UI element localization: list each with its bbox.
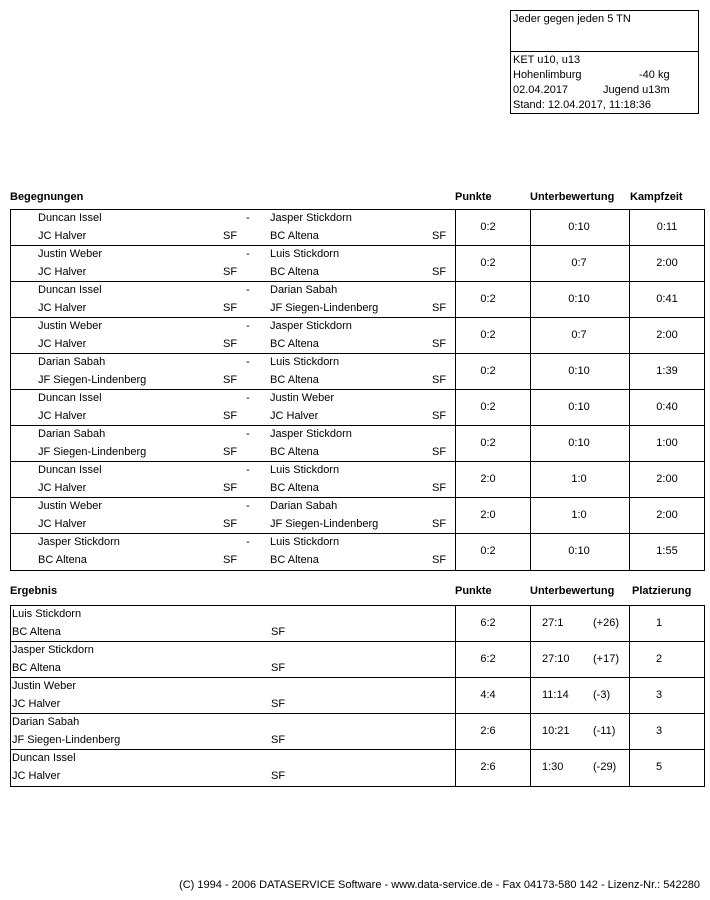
- result-points: 6:2: [480, 653, 496, 665]
- column-divider: [629, 750, 630, 786]
- versus-dash: -: [246, 428, 250, 440]
- column-divider: [530, 318, 531, 353]
- versus-dash: -: [246, 464, 250, 476]
- fighter-b-name: Justin Weber: [270, 392, 334, 404]
- versus-dash: -: [246, 284, 250, 296]
- fighter-b-club: BC Altena: [270, 338, 319, 350]
- column-divider: [629, 462, 630, 497]
- column-divider: [530, 462, 531, 497]
- result-club: BC Altena: [12, 662, 61, 674]
- column-divider: [455, 318, 456, 353]
- matches-time-header: Kampfzeit: [630, 191, 683, 203]
- result-score: 27:1: [542, 617, 564, 629]
- fighter-a-name: Duncan Issel: [38, 212, 102, 224]
- column-divider: [455, 534, 456, 570]
- result-place: 3: [655, 725, 663, 737]
- fighter-b-tag: SF: [432, 266, 447, 278]
- fighter-b-name: Luis Stickdorn: [270, 356, 340, 368]
- result-place: 2: [655, 653, 663, 665]
- fighter-a-club: JC Halver: [38, 518, 87, 530]
- match-sub-score: 1:0: [571, 473, 587, 485]
- result-name: Luis Stickdorn: [12, 608, 82, 620]
- match-time: 0:11: [656, 221, 678, 233]
- fighter-b-tag: SF: [432, 410, 447, 422]
- column-divider: [629, 642, 630, 677]
- result-club: JC Halver: [12, 698, 61, 710]
- match-row: [11, 354, 704, 390]
- column-divider: [530, 210, 531, 245]
- info-title: Jeder gegen jeden 5 TN: [513, 13, 631, 25]
- result-tag: SF: [271, 626, 286, 638]
- fighter-a-club: JC Halver: [38, 482, 87, 494]
- matches-sub-header: Unterbewertung: [530, 191, 615, 203]
- info-date: 02.04.2017: [513, 84, 569, 96]
- column-divider: [455, 462, 456, 497]
- results-table: [10, 605, 705, 787]
- result-points: 4:4: [480, 689, 496, 701]
- column-divider: [629, 246, 630, 281]
- column-divider: [455, 354, 456, 389]
- match-row: [11, 462, 704, 498]
- match-row: [11, 246, 704, 282]
- fighter-a-name: Jasper Stickdorn: [38, 536, 120, 548]
- fighter-a-name: Darian Sabah: [38, 356, 106, 368]
- match-time: 2:00: [656, 329, 678, 341]
- result-diff: (-11): [593, 725, 616, 737]
- match-row: [11, 498, 704, 534]
- column-divider: [629, 534, 630, 570]
- result-row: [11, 606, 704, 642]
- column-divider: [629, 210, 630, 245]
- fighter-b-club: JF Siegen-Lindenberg: [270, 518, 379, 530]
- column-divider: [530, 390, 531, 425]
- fighter-b-name: Darian Sabah: [270, 284, 338, 296]
- fighter-b-tag: SF: [432, 302, 447, 314]
- match-row: [11, 210, 704, 246]
- result-score: 11:14: [542, 689, 569, 701]
- fighter-b-club: BC Altena: [270, 266, 319, 278]
- column-divider: [629, 282, 630, 317]
- result-name: Justin Weber: [12, 680, 76, 692]
- versus-dash: -: [246, 248, 250, 260]
- column-divider: [530, 534, 531, 570]
- result-club: BC Altena: [12, 626, 61, 638]
- column-divider: [530, 498, 531, 533]
- result-name: Darian Sabah: [12, 716, 80, 728]
- result-tag: SF: [271, 770, 286, 782]
- fighter-a-tag: SF: [223, 374, 238, 386]
- versus-dash: -: [246, 392, 250, 404]
- fighter-a-tag: SF: [223, 554, 238, 566]
- versus-dash: -: [246, 500, 250, 512]
- result-club: JC Halver: [12, 770, 61, 782]
- match-points: 0:2: [480, 329, 496, 341]
- match-row: [11, 282, 704, 318]
- fighter-a-club: JF Siegen-Lindenberg: [38, 374, 147, 386]
- versus-dash: -: [246, 536, 250, 548]
- column-divider: [455, 282, 456, 317]
- info-box: [510, 10, 699, 114]
- fighter-a-tag: SF: [223, 338, 238, 350]
- match-sub-score: 0:10: [568, 437, 590, 449]
- result-diff: (+17): [593, 653, 619, 665]
- matches-title: Begegnungen: [10, 191, 84, 203]
- footer-copyright: (C) 1994 - 2006 DATASERVICE Software - www.data-service.de - Fax 04173-580 142 - Lizenz-Nr.: 542280: [179, 879, 700, 891]
- result-points: 2:6: [480, 761, 496, 773]
- match-points: 0:2: [480, 401, 496, 413]
- fighter-a-club: JC Halver: [38, 266, 87, 278]
- fighter-a-name: Justin Weber: [38, 500, 102, 512]
- match-time: 1:39: [656, 365, 678, 377]
- match-sub-score: 0:7: [571, 257, 587, 269]
- result-diff: (+26): [593, 617, 619, 629]
- result-diff: (-29): [593, 761, 617, 773]
- results-sub-header: Unterbewertung: [530, 585, 615, 597]
- column-divider: [530, 642, 531, 677]
- column-divider: [629, 714, 630, 749]
- match-points: 0:2: [480, 545, 496, 557]
- fighter-a-tag: SF: [223, 302, 238, 314]
- column-divider: [530, 246, 531, 281]
- match-points: 0:2: [480, 293, 496, 305]
- fighter-b-name: Darian Sabah: [270, 500, 338, 512]
- match-time: 2:00: [656, 509, 678, 521]
- fighter-a-name: Darian Sabah: [38, 428, 106, 440]
- match-time: 0:41: [656, 293, 678, 305]
- versus-dash: -: [246, 212, 250, 224]
- match-points: 0:2: [480, 437, 496, 449]
- fighter-a-name: Justin Weber: [38, 320, 102, 332]
- match-points: 2:0: [480, 509, 496, 521]
- results-title: Ergebnis: [10, 585, 58, 597]
- result-row: [11, 750, 704, 786]
- column-divider: [455, 246, 456, 281]
- match-time: 0:40: [656, 401, 678, 413]
- result-points: 2:6: [480, 725, 496, 737]
- fighter-a-name: Duncan Issel: [38, 464, 102, 476]
- column-divider: [629, 318, 630, 353]
- fighter-a-name: Justin Weber: [38, 248, 102, 260]
- match-row: [11, 318, 704, 354]
- result-name: Jasper Stickdorn: [12, 644, 94, 656]
- result-tag: SF: [271, 662, 286, 674]
- results-header: [0, 585, 710, 601]
- result-place: 1: [655, 617, 663, 629]
- result-row: [11, 678, 704, 714]
- match-row: [11, 534, 704, 570]
- fighter-b-tag: SF: [432, 374, 447, 386]
- column-divider: [455, 210, 456, 245]
- fighter-b-name: Jasper Stickdorn: [270, 428, 352, 440]
- fighter-b-tag: SF: [432, 230, 447, 242]
- fighter-a-name: Duncan Issel: [38, 284, 102, 296]
- column-divider: [629, 606, 630, 641]
- column-divider: [455, 642, 456, 677]
- result-points: 6:2: [480, 617, 496, 629]
- fighter-b-name: Jasper Stickdorn: [270, 320, 352, 332]
- column-divider: [629, 498, 630, 533]
- fighter-b-tag: SF: [432, 338, 447, 350]
- column-divider: [530, 678, 531, 713]
- fighter-b-name: Luis Stickdorn: [270, 248, 340, 260]
- column-divider: [455, 678, 456, 713]
- fighter-a-club: JC Halver: [38, 302, 87, 314]
- fighter-b-tag: SF: [432, 446, 447, 458]
- match-time: 1:00: [656, 437, 678, 449]
- match-row: [11, 426, 704, 462]
- column-divider: [455, 426, 456, 461]
- info-status: Stand: 12.04.2017, 11:18:36: [513, 99, 652, 111]
- match-points: 0:2: [480, 257, 496, 269]
- fighter-b-name: Luis Stickdorn: [270, 464, 340, 476]
- column-divider: [629, 354, 630, 389]
- fighter-a-tag: SF: [223, 266, 238, 278]
- fighter-a-name: Duncan Issel: [38, 392, 102, 404]
- result-row: [11, 642, 704, 678]
- match-points: 0:2: [480, 221, 496, 233]
- fighter-a-tag: SF: [223, 446, 238, 458]
- fighter-a-tag: SF: [223, 230, 238, 242]
- result-place: 3: [655, 689, 663, 701]
- result-diff: (-3): [593, 689, 611, 701]
- match-sub-score: 0:10: [568, 545, 590, 557]
- column-divider: [455, 714, 456, 749]
- column-divider: [455, 750, 456, 786]
- fighter-a-tag: SF: [223, 518, 238, 530]
- result-name: Duncan Issel: [12, 752, 76, 764]
- column-divider: [530, 354, 531, 389]
- match-sub-score: 0:10: [568, 365, 590, 377]
- column-divider: [530, 282, 531, 317]
- fighter-a-club: BC Altena: [38, 554, 87, 566]
- match-row: [11, 390, 704, 426]
- match-sub-score: 0:7: [571, 329, 587, 341]
- fighter-a-club: JC Halver: [38, 230, 87, 242]
- fighter-b-name: Luis Stickdorn: [270, 536, 340, 548]
- fighter-b-tag: SF: [432, 554, 447, 566]
- versus-dash: -: [246, 320, 250, 332]
- result-score: 1:30: [542, 761, 564, 773]
- column-divider: [455, 606, 456, 641]
- info-divider: [511, 51, 698, 52]
- result-place: 5: [655, 761, 663, 773]
- fighter-a-tag: SF: [223, 410, 238, 422]
- fighter-b-club: JF Siegen-Lindenberg: [270, 302, 379, 314]
- info-category: Jugend u13m: [603, 84, 670, 96]
- matches-header: [0, 191, 710, 207]
- result-row: [11, 714, 704, 750]
- fighter-b-club: BC Altena: [270, 374, 319, 386]
- results-place-header: Platzierung: [632, 585, 692, 597]
- match-sub-score: 0:10: [568, 221, 590, 233]
- column-divider: [629, 678, 630, 713]
- result-tag: SF: [271, 698, 286, 710]
- match-points: 2:0: [480, 473, 496, 485]
- column-divider: [629, 426, 630, 461]
- fighter-b-name: Jasper Stickdorn: [270, 212, 352, 224]
- fighter-a-club: JC Halver: [38, 410, 87, 422]
- info-event: KET u10, u13: [513, 54, 581, 66]
- info-weight: -40 kg: [639, 69, 670, 81]
- match-time: 1:55: [656, 545, 678, 557]
- fighter-a-club: JC Halver: [38, 338, 87, 350]
- column-divider: [455, 498, 456, 533]
- fighter-a-tag: SF: [223, 482, 238, 494]
- column-divider: [530, 714, 531, 749]
- column-divider: [455, 390, 456, 425]
- fighter-b-tag: SF: [432, 482, 447, 494]
- matches-points-header: Punkte: [455, 191, 492, 203]
- fighter-a-club: JF Siegen-Lindenberg: [38, 446, 147, 458]
- fighter-b-club: BC Altena: [270, 446, 319, 458]
- match-points: 0:2: [480, 365, 496, 377]
- column-divider: [530, 750, 531, 786]
- matches-table: [10, 209, 705, 571]
- result-tag: SF: [271, 734, 286, 746]
- match-sub-score: 0:10: [568, 293, 590, 305]
- column-divider: [629, 390, 630, 425]
- result-score: 10:21: [542, 725, 570, 737]
- fighter-b-club: BC Altena: [270, 554, 319, 566]
- column-divider: [530, 606, 531, 641]
- column-divider: [530, 426, 531, 461]
- result-club: JF Siegen-Lindenberg: [12, 734, 121, 746]
- info-location: Hohenlimburg: [513, 69, 582, 81]
- fighter-b-club: BC Altena: [270, 230, 319, 242]
- fighter-b-club: JC Halver: [270, 410, 319, 422]
- match-time: 2:00: [656, 257, 678, 269]
- match-sub-score: 0:10: [568, 401, 590, 413]
- match-sub-score: 1:0: [571, 509, 587, 521]
- versus-dash: -: [246, 356, 250, 368]
- fighter-b-club: BC Altena: [270, 482, 319, 494]
- fighter-b-tag: SF: [432, 518, 447, 530]
- match-time: 2:00: [656, 473, 678, 485]
- results-points-header: Punkte: [455, 585, 492, 597]
- result-score: 27:10: [542, 653, 570, 665]
